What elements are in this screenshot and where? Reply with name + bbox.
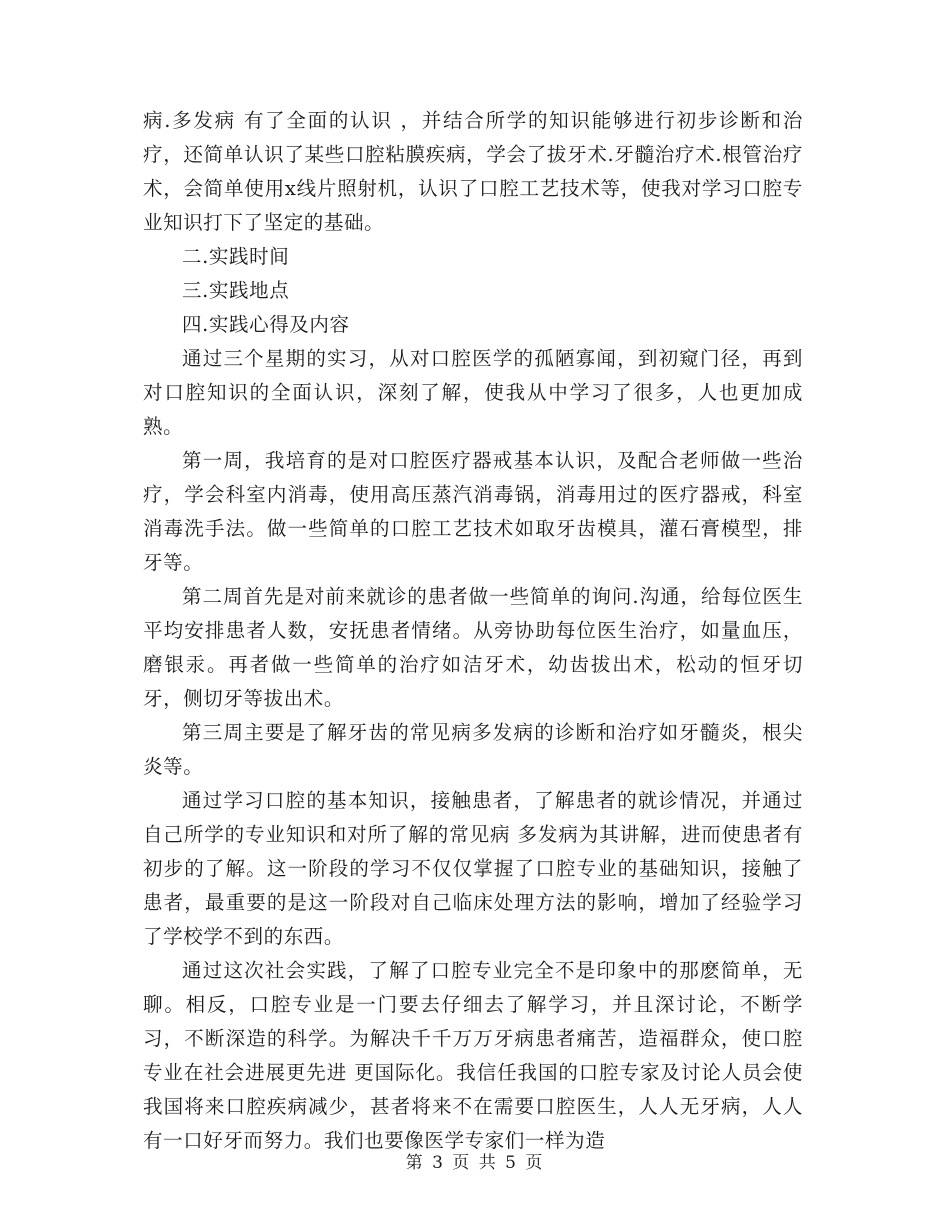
section-heading-content: 四.实践心得及内容 bbox=[182, 313, 350, 336]
paragraph-summary: 通过学习口腔的基本知识，接触患者，了解患者的就诊情况，并通过自己所学的专业知识和对所了解的常见病 多发病为其讲解，进而使患者有初步的了解。这一阶段的学习不仅仅掌握了口腔专业的基础知识，接触了患者，最重要的是这一阶段对自己临床处理方法的影响，增加了经验学习了学校学不到的东西。 bbox=[143, 789, 803, 948]
section-heading-time: 二.实践时间 bbox=[182, 245, 290, 268]
paragraph-week-2: 第二周首先是对前来就诊的患者做一些简单的询问.沟通，给每位医生平均安排患者人数，安抚患者情绪。从旁协助每位医生治疗，如量血压，磨银汞。再者做一些简单的治疗如洁牙术，幼齿拔出术，松动的恒牙切牙，侧切牙等拔出术。 bbox=[143, 585, 803, 710]
paragraph-week-3: 第三周主要是了解牙齿的常见病多发病的诊断和治疗如牙髓炎，根尖炎等。 bbox=[143, 721, 803, 778]
paragraph-week-1: 第一周，我培育的是对口腔医疗器戒基本认识，及配合老师做一些治疗，学会科室内消毒，使用高压蒸汽消毒锅，消毒用过的医疗器戒，科室消毒洗手法。做一些简单的口腔工艺技术如取牙齿模具，灌石膏模型，排牙等。 bbox=[143, 449, 803, 574]
page-number-footer: 第 3 页 共 5 页 bbox=[405, 1153, 545, 1173]
paragraph-intro: 通过三个星期的实习，从对口腔医学的孤陋寡闻，到初窥门径，再到对口腔知识的全面认识，深刻了解，使我从中学习了很多，人也更加成熟。 bbox=[143, 347, 803, 438]
paragraph-1: 病.多发病 有了全面的认识 ，并结合所学的知识能够进行初步诊断和治疗，还简单认识了某些口腔粘膜疾病，学会了拔牙术.牙髓治疗术.根管治疗术，会简单使用x线片照射机，认识了口腔工艺技术等，使我对学习口腔专业知识打下了坚定的基础。 bbox=[143, 109, 803, 234]
section-heading-location: 三.实践地点 bbox=[182, 279, 290, 302]
document-body bbox=[143, 104, 803, 1158]
paragraph-conclusion: 通过这次社会实践，了解了口腔专业完全不是印象中的那麽简单，无聊。相反，口腔专业是一门要去仔细去了解学习，并且深讨论，不断学习，不断深造的科学。为解决千千万万牙病患者痛苦，造福群众，使口腔专业在社会进展更先进 更国际化。我信任我国的口腔专家及讨论人员会使我国将来口腔疾病减少，甚者将来不在需要口腔医生，人人无牙病，人人有一口好牙而努力。我们也要像医学专家们一样为造 bbox=[143, 959, 803, 1152]
